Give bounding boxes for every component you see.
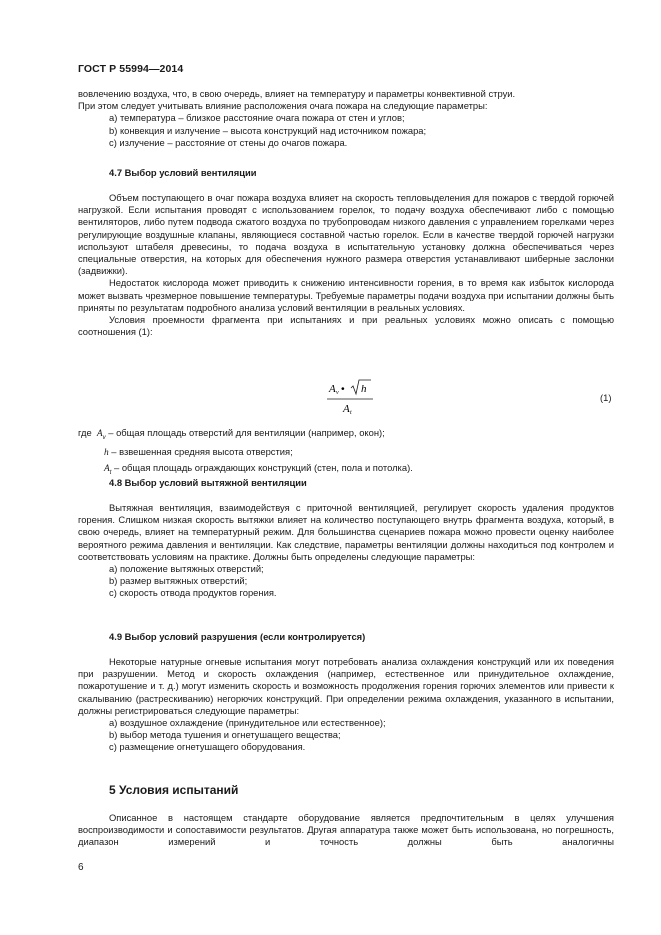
- list-item: c) излучение – расстояние от стены до очагов пожара.: [109, 136, 348, 148]
- where-symbol-sub: v: [102, 434, 106, 441]
- section-4-9-body: [78, 656, 614, 754]
- formula-denominator-a: A: [343, 403, 350, 415]
- where-text: – взвешенная средняя высота отверстия;: [108, 446, 293, 458]
- where-symbol-sub: t: [109, 469, 112, 476]
- list-item: c) размещение огнетушащего оборудования.: [109, 741, 306, 753]
- paragraph: Вытяжная вентиляция, взаимодействуя с приточной вентиляцией, регулирует скорость удаления продуктов горения. Слишком низкая скорость вытяжки влияет на количество поступающего внутрь фрагмента воздуха, который, в свою очередь, влияет на температурный режим. Для большинства сценариев пожара можно провести оценку наиболее вероятного режима давления и вентиляции. Как следствие, параметры вентиляции должны находиться под контролем и соответствовать условиям на практике. Должны быть определены следующие параметры:: [78, 502, 614, 562]
- equation-number: (1): [600, 392, 612, 403]
- list-item: b) конвекция и излучение – высота конструкций над источником пожара;: [109, 124, 427, 136]
- section-title-4-8: 4.8 Выбор условий вытяжной вентиляции: [109, 477, 307, 488]
- where-symbol: A: [104, 463, 110, 474]
- intro-line-2: При этом следует учитывать влияние расположения очага пожара на следующие параметры:: [78, 100, 488, 112]
- section-4-7-body: [78, 192, 614, 338]
- formula-numerator-a: A: [329, 383, 336, 395]
- where-symbol: A: [96, 429, 103, 439]
- list-item: c) скорость отвода продуктов горения.: [109, 587, 277, 599]
- where-text: – общая площадь ограждающих конструкций (стен, пола и потолка).: [111, 461, 413, 473]
- where-row: [78, 426, 413, 445]
- paragraph: Некоторые натурные огневые испытания могут потребовать анализа охлаждения конструкций или их поведения при разрушении. Метод и скорость охлаждения (например, естественное или принудительное охлаждение, пожаротушение и т. д.) могут изменить скорость и возможность продолжения горения горючих элементов или привести к скалыванию (растрескиванию) негорючих конструкций. При определении режима охлаждения, указанного в испытании, должны регистрироваться следующие параметры:: [78, 656, 614, 716]
- where-row: [78, 445, 413, 460]
- formula-numerator-sub: v: [336, 390, 339, 396]
- paragraph: Объем поступающего в очаг пожара воздуха влияет на скорость тепловыделения для пожаров с твердой горючей нагрузкой. Если испытания проводят с использованием горелок, то подачу воздуха обеспечивают либо с помощью вентиляторов, либо путем подвода сжатого воздуха по трубопроводам низкого давления с управлением горелками через регулирующие воздушные клапаны, являющиеся составной частью горелок. Если в качестве твердой горючей нагрузки используют штабеля древесины, то подача воздуха в испытательную установку должна обеспечиваться через специальные отверстия, на которых для обеспечения нужного размера отверстия устанавливают шиберные заслонки (задвижки).: [78, 192, 614, 277]
- list-item: b) размер вытяжных отверстий;: [109, 575, 248, 587]
- formula-sqrt-var: h: [361, 383, 367, 395]
- formula-denominator-sub: t: [350, 410, 352, 416]
- section-title-4-7: 4.7 Выбор условий вентиляции: [109, 167, 257, 178]
- section-title-4-9: 4.9 Выбор условий разрушения (если контролируется): [109, 631, 366, 642]
- where-block: [78, 426, 413, 480]
- paragraph: Недостаток кислорода может приводить к снижению интенсивности горения, в то время как избыток кислорода может вызвать чрезмерное повышение температуры. Требуемые параметры подачи воздуха при испытании должны быть приняты по результатам подробного анализа условий вентиляции в реальных условиях.: [78, 277, 614, 313]
- intro-block: [78, 88, 614, 149]
- list-item: a) температура – близкое расстояние очага пожара от стен и углов;: [109, 112, 405, 124]
- where-symbol: h: [104, 448, 109, 459]
- formula-dot: •: [341, 384, 345, 395]
- list-item: a) положение вытяжных отверстий;: [109, 563, 264, 575]
- paragraph: Условия проемности фрагмента при испытаниях и при реальных условиях можно описать с помощью соотношения (1):: [78, 314, 614, 338]
- section-title-5: 5 Условия испытаний: [109, 783, 239, 797]
- page-number: 6: [78, 862, 84, 873]
- where-prefix: где: [78, 427, 92, 438]
- document-code-header: ГОСТ Р 55994—2014: [78, 63, 184, 75]
- formula-1: [326, 378, 376, 418]
- list-item: b) выбор метода тушения и огнетушащего вещества;: [109, 729, 341, 741]
- intro-line-1: вовлечению воздуха, что, в свою очередь, влияет на температуру и параметры конвективной струи.: [78, 88, 516, 99]
- formula-graphic: [326, 378, 376, 418]
- section-4-8-body: [78, 502, 614, 600]
- paragraph: Описанное в настоящем стандарте оборудование является предпочтительным в целях улучшения воспроизводимости и сопоставимости результатов. Другая аппаратура также может быть использована, но погрешность, диапазон измерений и точность должны быть аналогичны: [78, 812, 614, 848]
- list-item: a) воздушное охлаждение (принудительное или естественное);: [109, 717, 386, 729]
- where-text: – общая площадь отверстий для вентиляции (например, окон);: [105, 427, 385, 438]
- section-5-body: [78, 812, 614, 849]
